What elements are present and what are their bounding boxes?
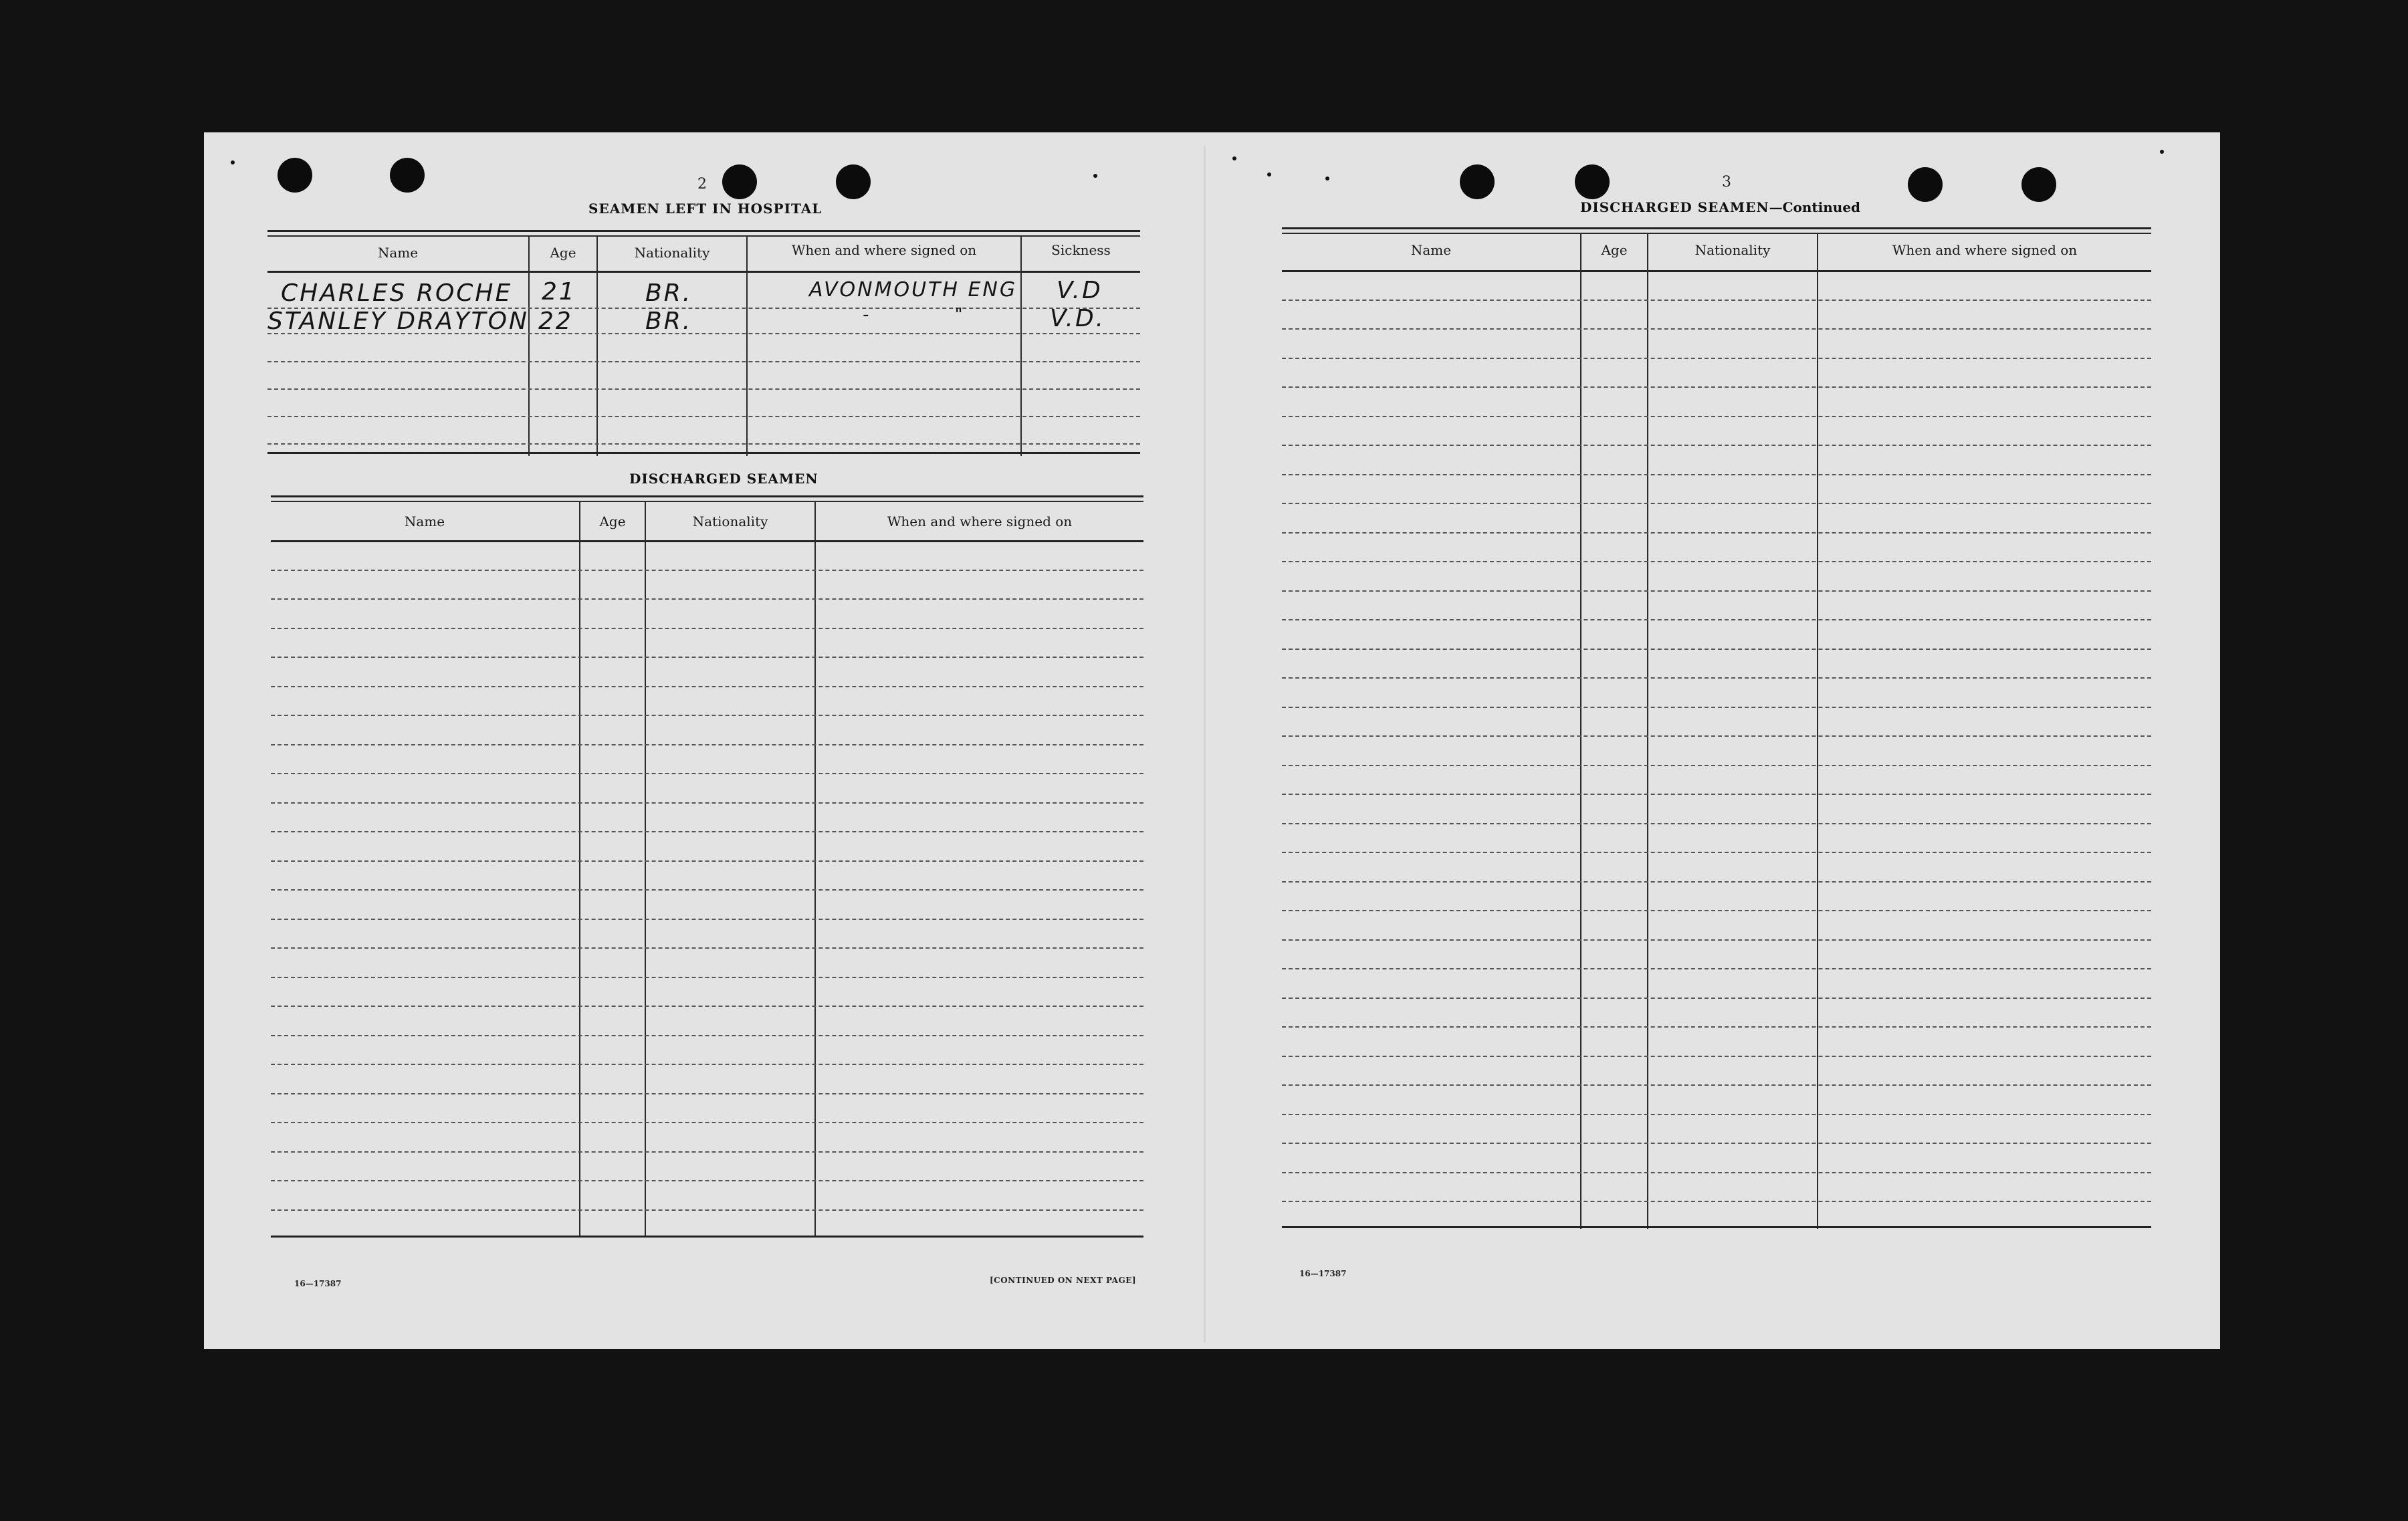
punch-hole (722, 164, 757, 199)
document-sheet (204, 132, 2220, 1349)
ruled-line (1282, 649, 2151, 650)
discharged-ruled-rows (271, 540, 1143, 1239)
ruled-line (1282, 939, 2151, 941)
punch-hole (2021, 167, 2056, 202)
punch-hole (1460, 164, 1495, 199)
column-divider (1020, 235, 1022, 456)
punch-hole (1575, 164, 1610, 199)
hospital-row-2-nationality: BR. (645, 308, 693, 335)
hospital-row-1-sickness: V.D (1057, 277, 1103, 304)
hospital-row-2-sickness: V.D. (1050, 305, 1106, 332)
ruled-line (271, 1093, 1143, 1094)
punch-hole (390, 158, 425, 193)
hospital-col-nationality: Nationality (634, 245, 710, 261)
table-rule (1282, 1226, 2151, 1228)
center-fold (1204, 146, 1206, 1342)
ruled-line (271, 1209, 1143, 1211)
ruled-line (1282, 503, 2151, 504)
ruled-line (271, 1006, 1143, 1007)
ruled-line (271, 570, 1143, 571)
hospital-row-2-signed-on: - " (863, 305, 1003, 325)
ruled-line (1282, 1143, 2151, 1144)
ink-speck (1325, 177, 1329, 181)
column-divider (528, 235, 530, 456)
hospital-row-1-age: 21 (542, 278, 576, 306)
ruled-line (1282, 968, 2151, 969)
hospital-col-signed-on: When and where signed on (791, 242, 977, 258)
table-rule (267, 361, 1140, 362)
discharged-section-title: DISCHARGED SEAMEN (629, 471, 818, 487)
table-rule (271, 1236, 1143, 1238)
ruled-line (1282, 590, 2151, 592)
ruled-line (1282, 823, 2151, 824)
ruled-line (271, 1122, 1143, 1123)
table-rule (271, 501, 1143, 502)
ruled-line (271, 686, 1143, 687)
ruled-line (1282, 474, 2151, 475)
ruled-line (1282, 561, 2151, 562)
table-rule (267, 235, 1140, 237)
ink-speck (1093, 174, 1097, 178)
table-rule (267, 271, 1140, 273)
ruled-line (271, 919, 1143, 920)
ruled-line (1282, 1084, 2151, 1086)
ruled-line (271, 947, 1143, 949)
hospital-row-1-signed-on: AVONMOUTH ENG (809, 278, 1018, 302)
ruled-line (271, 802, 1143, 804)
ruled-line (271, 657, 1143, 658)
ruled-line (1282, 1201, 2151, 1202)
continued-note: [CONTINUED ON NEXT PAGE] (990, 1276, 1137, 1285)
ink-speck (1232, 156, 1236, 160)
ruled-line (271, 831, 1143, 832)
right-col-nationality: Nationality (1694, 242, 1771, 258)
right-col-signed-on: When and where signed on (1892, 242, 2078, 258)
ruled-line (1282, 852, 2151, 853)
hospital-row-2-age: 22 (538, 308, 573, 335)
ruled-line (1282, 1114, 2151, 1115)
ruled-line (271, 1035, 1143, 1036)
discharged-col-name: Name (404, 513, 445, 530)
ruled-line (1282, 765, 2151, 766)
ruled-line (1282, 300, 2151, 301)
page-number: 3 (1722, 174, 1731, 191)
page-number: 2 (697, 176, 707, 193)
table-rule (1282, 227, 2151, 229)
hospital-row-2-name: STANLEY DRAYTON (267, 308, 529, 335)
ruled-line (1282, 794, 2151, 795)
hospital-row-1-name: CHARLES ROCHE (281, 279, 513, 307)
hospital-col-age: Age (550, 245, 576, 261)
form-number: 16—17387 (1299, 1269, 1347, 1278)
ruled-line (271, 598, 1143, 600)
right-col-name: Name (1410, 242, 1452, 258)
ruled-line (271, 1180, 1143, 1181)
ruled-line (271, 628, 1143, 629)
ink-speck (2160, 150, 2164, 154)
table-rule (267, 388, 1140, 390)
table-rule (267, 443, 1140, 445)
ruled-line (1282, 1026, 2151, 1028)
hospital-col-sickness: Sickness (1051, 242, 1111, 258)
ink-speck (1267, 172, 1271, 177)
table-rule (267, 416, 1140, 417)
right-col-age: Age (1601, 242, 1628, 258)
right-ruled-rows (1282, 270, 2151, 1226)
ruled-line (1282, 735, 2151, 737)
ruled-line (1282, 328, 2151, 330)
discharged-col-nationality: Nationality (692, 513, 768, 530)
discharged-col-signed-on: When and where signed on (887, 513, 1073, 530)
ruled-line (1282, 677, 2151, 679)
continued-suffix: —Continued (1769, 199, 1861, 215)
ruled-line (271, 773, 1143, 774)
column-divider (596, 235, 598, 456)
table-rule (267, 230, 1140, 232)
hospital-row-1-nationality: BR. (645, 279, 693, 307)
discharged-continued-title (1580, 199, 1860, 215)
ruled-line (1282, 445, 2151, 446)
ruled-line (271, 977, 1143, 978)
ruled-line (1282, 1056, 2151, 1057)
ruled-line (271, 744, 1143, 745)
punch-hole (1908, 167, 1943, 202)
discharged-col-age: Age (599, 513, 626, 530)
table-rule (1282, 233, 2151, 234)
ink-speck (231, 160, 235, 164)
ruled-line (1282, 619, 2151, 620)
ruled-line (271, 1064, 1143, 1065)
column-divider (746, 235, 748, 456)
form-number: 16—17387 (294, 1279, 342, 1288)
punch-hole (278, 158, 312, 193)
ruled-line (271, 1151, 1143, 1153)
ruled-line (271, 889, 1143, 891)
ruled-line (1282, 910, 2151, 911)
ruled-line (1282, 1172, 2151, 1173)
ruled-line (271, 715, 1143, 716)
ruled-line (1282, 532, 2151, 534)
ruled-line (1282, 358, 2151, 359)
table-rule (267, 452, 1140, 454)
ruled-line (1282, 881, 2151, 883)
punch-hole (836, 164, 871, 199)
hospital-section-title: SEAMEN LEFT IN HOSPITAL (588, 201, 823, 217)
ruled-line (1282, 998, 2151, 999)
ruled-line (1282, 386, 2151, 388)
ruled-line (1282, 416, 2151, 417)
ruled-line (1282, 707, 2151, 708)
table-rule (271, 495, 1143, 497)
hospital-col-name: Name (377, 245, 419, 261)
discharged-continued-title-main: DISCHARGED SEAMEN (1580, 199, 1769, 215)
ruled-line (271, 860, 1143, 862)
